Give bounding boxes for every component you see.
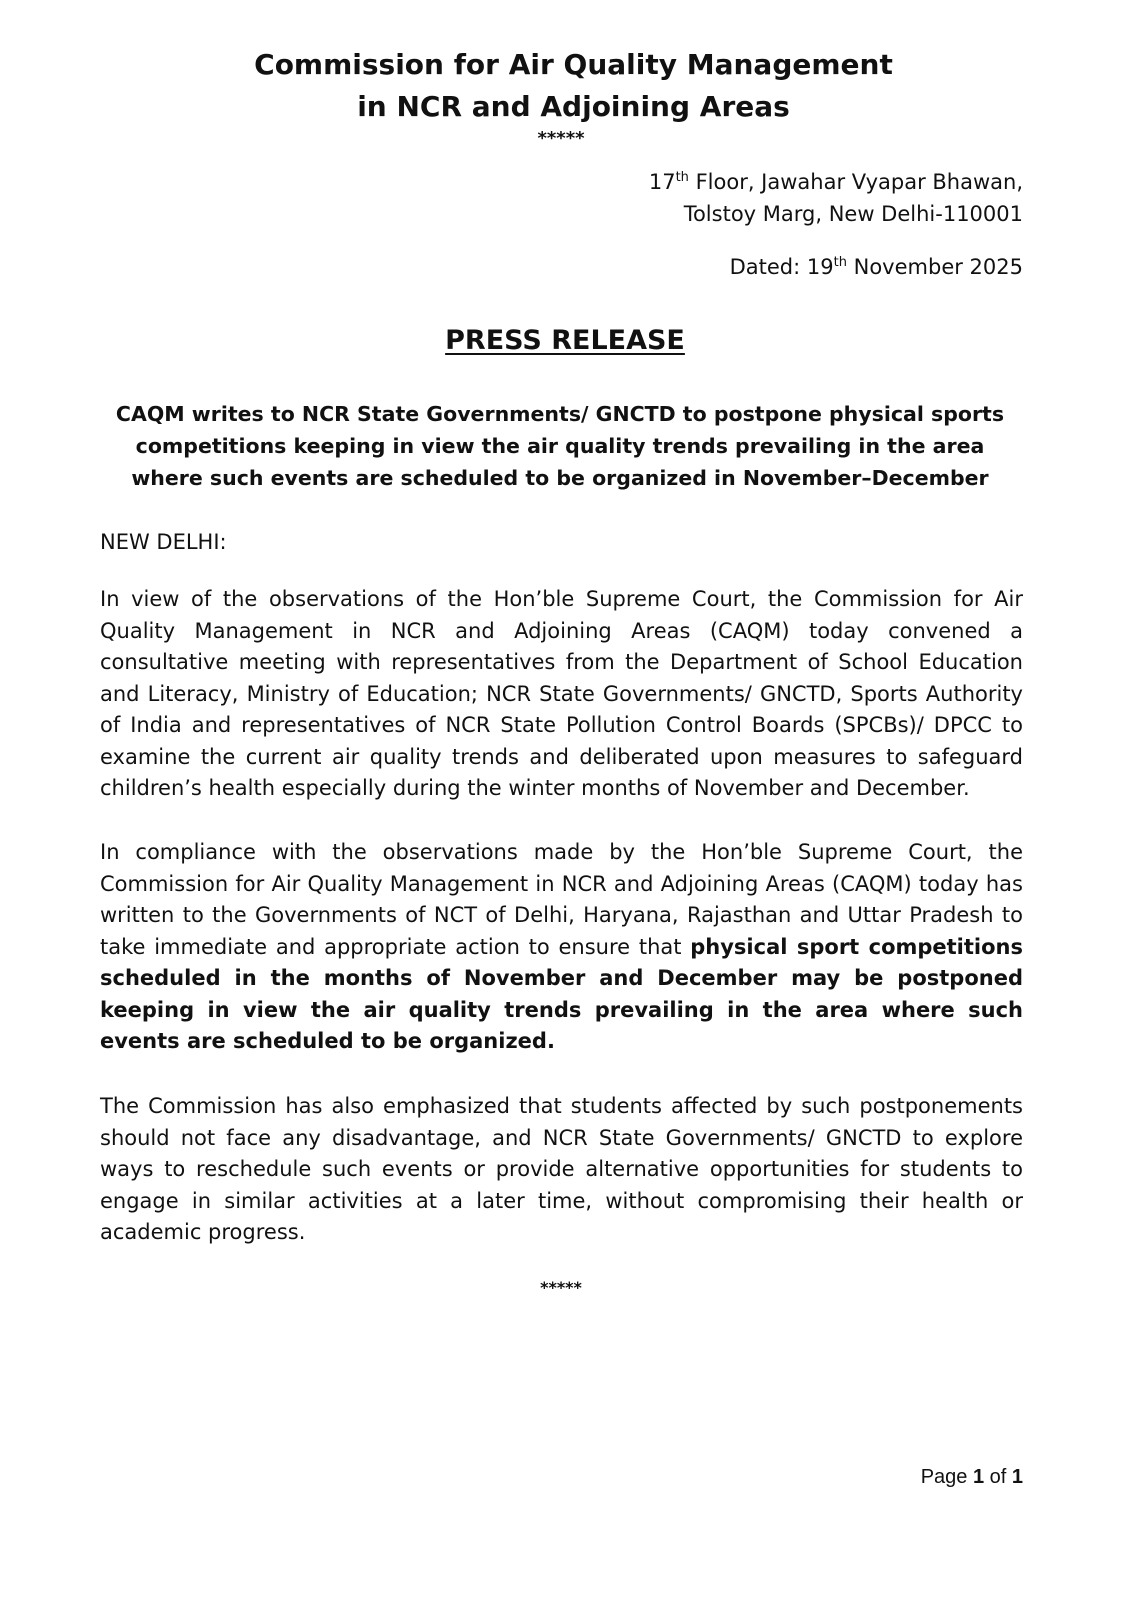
of-label: of: [984, 1466, 1012, 1488]
closing-separator: *****: [540, 1278, 582, 1297]
paragraph-2-text: In compliance with the observations made by the Hon’ble Supreme Court, the Commission for Air Quality Management in NCR and Adjoining Areas (CAQM) today has written to the Governments of NCT of Delhi, Haryana, Rajasthan and Uttar Pradesh to take immediate and appropriate action to ensure that: [100, 840, 1023, 959]
body-paragraph-3: The Commission has also emphasized that students affected by such postponements should not face any disadvantage, and NCR State Governments/ GNCTD to explore ways to reschedule such events or provide alternative opportunities for students to engage in similar activities at a later time, without compromising their health or academic progress.: [100, 1094, 1023, 1244]
date-suffix: th: [833, 255, 847, 270]
organization-title-line1: Commission for Air Quality Management: [254, 48, 893, 81]
date-rest: November 2025: [846, 255, 1023, 279]
page-label: Page: [920, 1466, 973, 1488]
document-title: PRESS RELEASE: [445, 325, 685, 356]
page-number: [921, 1466, 1023, 1489]
body-paragraph-2: [100, 837, 1023, 1058]
organization-title-line2: in NCR and Adjoining Areas: [357, 90, 790, 123]
current-page: 1: [972, 1466, 985, 1488]
header-separator: *****: [537, 128, 585, 149]
dateline: NEW DELHI:: [100, 530, 227, 554]
headline: CAQM writes to NCR State Governments/ GNCTD to postpone physical sports competitions keeping in view the air quality trends prevailing in the area where such events are scheduled to be organized in November–December: [115, 402, 1005, 490]
organization-title: [0, 44, 1147, 128]
address-line1: [649, 166, 1023, 198]
total-pages: 1: [1011, 1466, 1023, 1488]
floor-number: 17: [648, 170, 676, 194]
date-prefix: Dated: 19: [729, 255, 834, 279]
address-line2: Tolstoy Marg, New Delhi-110001: [683, 202, 1023, 226]
release-date: [730, 252, 1023, 282]
address-line1-rest: Floor, Jawahar Vyapar Bhawan,: [688, 170, 1023, 194]
address-block: [649, 166, 1023, 230]
paragraph-2-emphasis: physical sport competitions scheduled in the months of November and December may be postponed keeping in view the air quality trends prevailing in the area where such events are scheduled to be organized.: [100, 934, 1023, 1053]
floor-suffix: th: [675, 170, 689, 185]
body-paragraph-1: In view of the observations of the Hon’ble Supreme Court, the Commission for Air Quality Management in NCR and Adjoining Areas (CAQM) today convened a consultative meeting with representatives from the Department of School Education and Literacy, Ministry of Education; NCR State Governments/ GNCTD, Sports Authority of India and representatives of NCR State Pollution Control Boards (SPCBs)/ DPCC to examine the current air quality trends and deliberated upon measures to safeguard children’s health especially during the winter months of November and December.: [100, 587, 1023, 800]
